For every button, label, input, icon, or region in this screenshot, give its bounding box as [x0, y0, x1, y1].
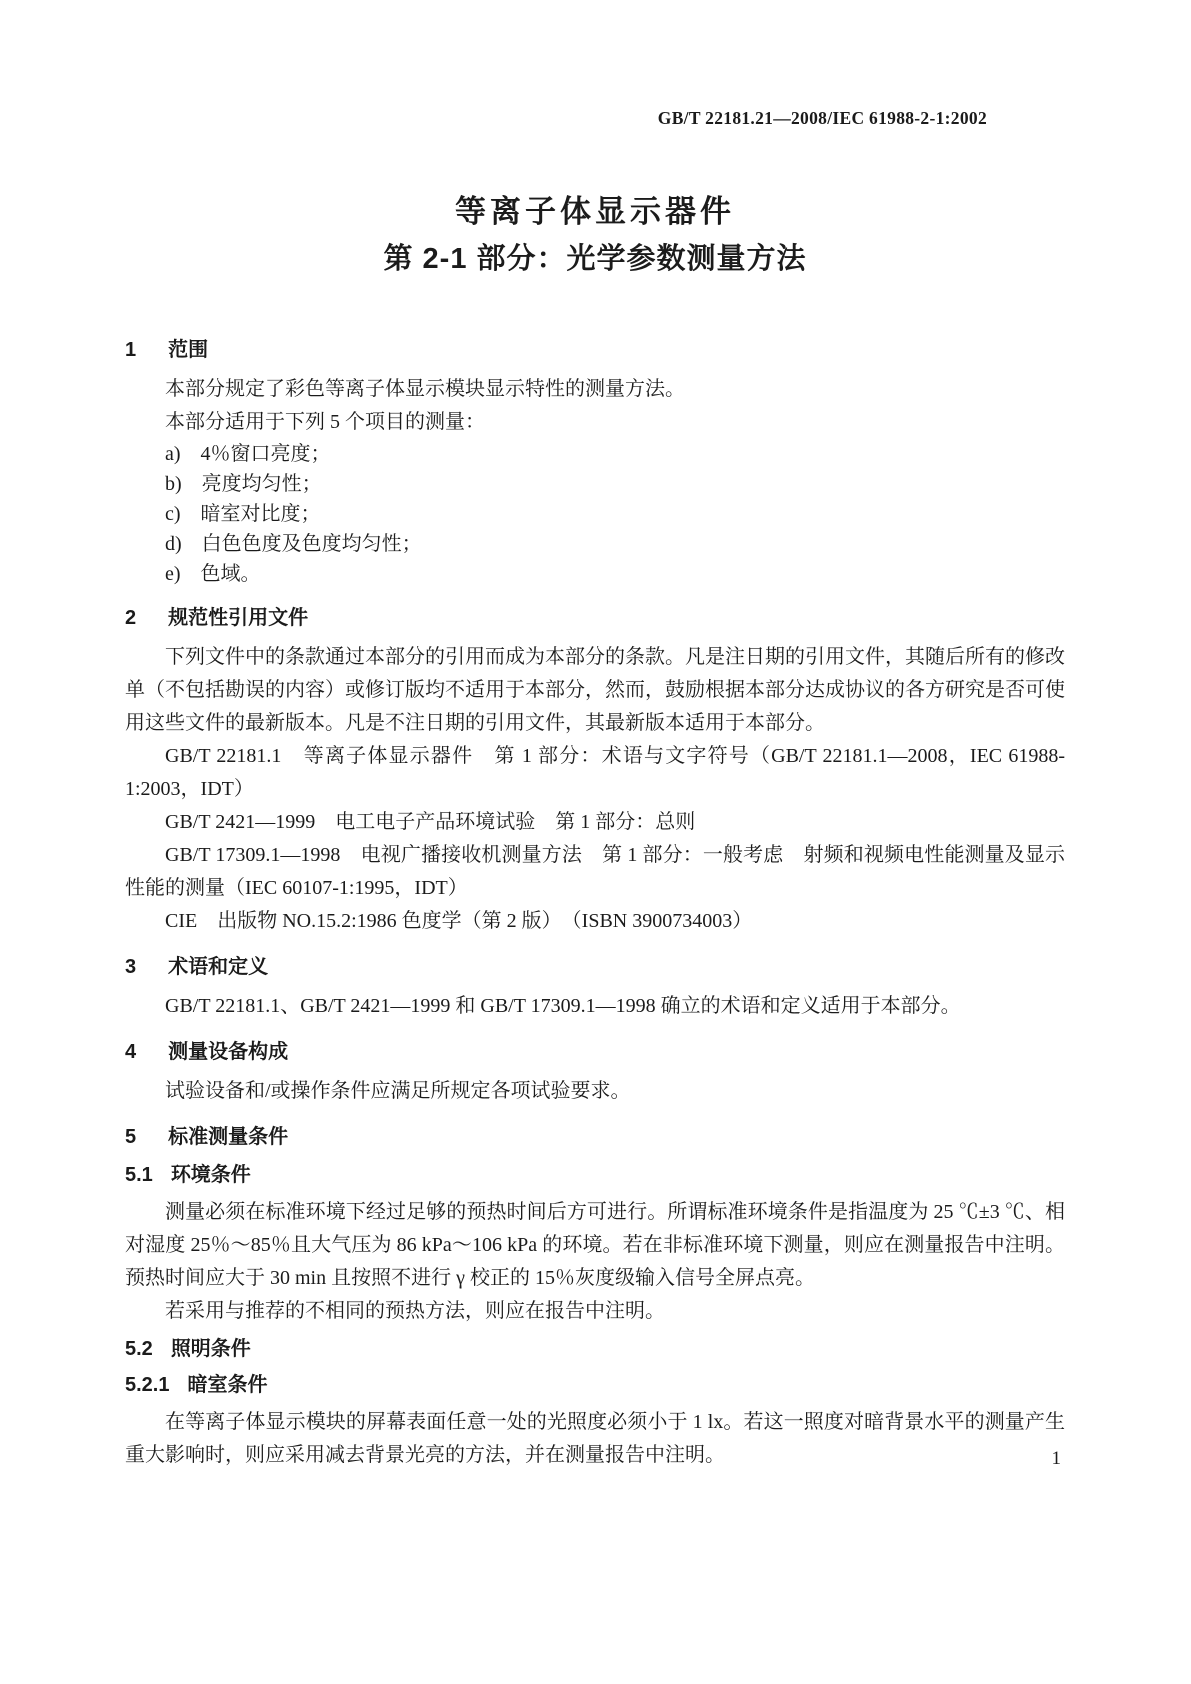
section-heading-equipment — [125, 1037, 1065, 1067]
doc-title — [125, 191, 1065, 279]
subsection-title: 照明条件 — [170, 1338, 251, 1360]
paragraph-terms: GB/T 22181.1、GB/T 2421—1999 和 GB/T 17309.1—1998 确立的术语和定义适用于本部分。 — [165, 995, 961, 1017]
section-number: 2 — [125, 607, 137, 629]
subsection-heading-environment — [125, 1160, 1065, 1190]
section-title: 测量设备构成 — [168, 1041, 289, 1063]
section-heading-scope — [125, 335, 1065, 365]
section-equipment — [125, 1037, 1065, 1108]
paragraph-scope-2: 本部分适用于下列 5 个项目的测量： — [165, 411, 485, 433]
paragraph-scope-1: 本部分规定了彩色等离子体显示模块显示特性的测量方法。 — [165, 378, 685, 400]
list-item-e: e) 色域。 — [165, 563, 261, 585]
subsection-heading-darkroom — [125, 1370, 1065, 1400]
section-title: 范围 — [168, 339, 209, 361]
paragraph-darkroom: 在等离子体显示模块的屏幕表面任意一处的光照度必须小于 1 lx。若这一照度对暗背景水平的测量产生重大影响时，则应采用减去背景光亮的方法，并在测量报告中注明。 — [125, 1411, 1065, 1466]
paragraph-environment-1: 测量必须在标准环境下经过足够的预热时间后方可进行。所谓标准环境条件是指温度为 25 ℃±3 ℃、相对湿度 25％～85％且大气压为 86 kPa～106 kPa 的环境。若在非标准环境下测量，则应在测量报告中注明。预热时间应大于 30 min 且按照不进行 γ 校正的 15％灰度级输入信号全屏点亮。 — [125, 1201, 1065, 1289]
list-item-b: b) 亮度均匀性； — [165, 473, 322, 495]
reference-entry-4: CIE 出版物 NO.15.2:1986 色度学（第 2 版） （ISBN 3900734003） — [165, 910, 753, 932]
section-scope — [125, 335, 1065, 589]
doc-standard-number: GB/T 22181.21—2008/IEC 61988-2-1:2002 — [657, 108, 987, 128]
section-title: 标准测量条件 — [168, 1126, 289, 1148]
scope-item-list — [125, 439, 1065, 589]
section-number: 1 — [125, 339, 137, 361]
paragraph-environment-2: 若采用与推荐的不相同的预热方法，则应在报告中注明。 — [165, 1300, 665, 1322]
document-body — [125, 335, 1065, 1472]
section-heading-references — [125, 603, 1065, 633]
doc-title-line-1: 等离子体显示器件 — [455, 194, 735, 229]
reference-entry-1: GB/T 22181.1 等离子体显示器件 第 1 部分：术语与文字符号（GB/T 22181.1—2008，IEC 61988-1:2003，IDT） — [125, 745, 1065, 800]
list-item-c: c) 暗室对比度； — [165, 503, 321, 525]
paragraph-references-intro: 下列文件中的条款通过本部分的引用而成为本部分的条款。凡是注日期的引用文件，其随后所有的修改单（不包括勘误的内容）或修订版均不适用于本部分，然而，鼓励根据本部分达成协议的各方研究是否可使用这些文件的最新版本。凡是不注日期的引用文件，其最新版本适用于本部分。 — [125, 646, 1065, 734]
subsection-title: 环境条件 — [170, 1164, 251, 1186]
section-terms — [125, 952, 1065, 1023]
subsection-number: 5.2 — [125, 1338, 153, 1360]
list-item-d: d) 白色色度及色度均匀性； — [165, 533, 422, 555]
section-number: 5 — [125, 1126, 137, 1148]
section-conditions — [125, 1122, 1065, 1472]
list-item-a: a) 4％窗口亮度； — [165, 443, 331, 465]
paragraph-equipment: 试验设备和/或操作条件应满足所规定各项试验要求。 — [165, 1080, 631, 1102]
section-normative-references — [125, 603, 1065, 938]
section-number: 4 — [125, 1041, 137, 1063]
page-number: 1 — [1051, 1448, 1061, 1469]
section-title: 术语和定义 — [168, 956, 269, 978]
subsection-number: 5.1 — [125, 1164, 153, 1186]
reference-entry-2: GB/T 2421—1999 电工电子产品环境试验 第 1 部分：总则 — [165, 811, 696, 833]
subsection-heading-lighting — [125, 1334, 1065, 1364]
subsection-number: 5.2.1 — [125, 1374, 170, 1396]
doc-title-line-2: 第 2-1 部分：光学参数测量方法 — [383, 243, 807, 275]
subsection-title: 暗室条件 — [187, 1374, 268, 1396]
section-heading-terms — [125, 952, 1065, 982]
section-heading-conditions — [125, 1122, 1065, 1152]
section-title: 规范性引用文件 — [168, 607, 309, 629]
section-number: 3 — [125, 956, 137, 978]
reference-entry-3: GB/T 17309.1—1998 电视广播接收机测量方法 第 1 部分：一般考虑 射频和视频电性能测量及显示性能的测量（IEC 60107-1:1995，IDT） — [125, 844, 1065, 899]
